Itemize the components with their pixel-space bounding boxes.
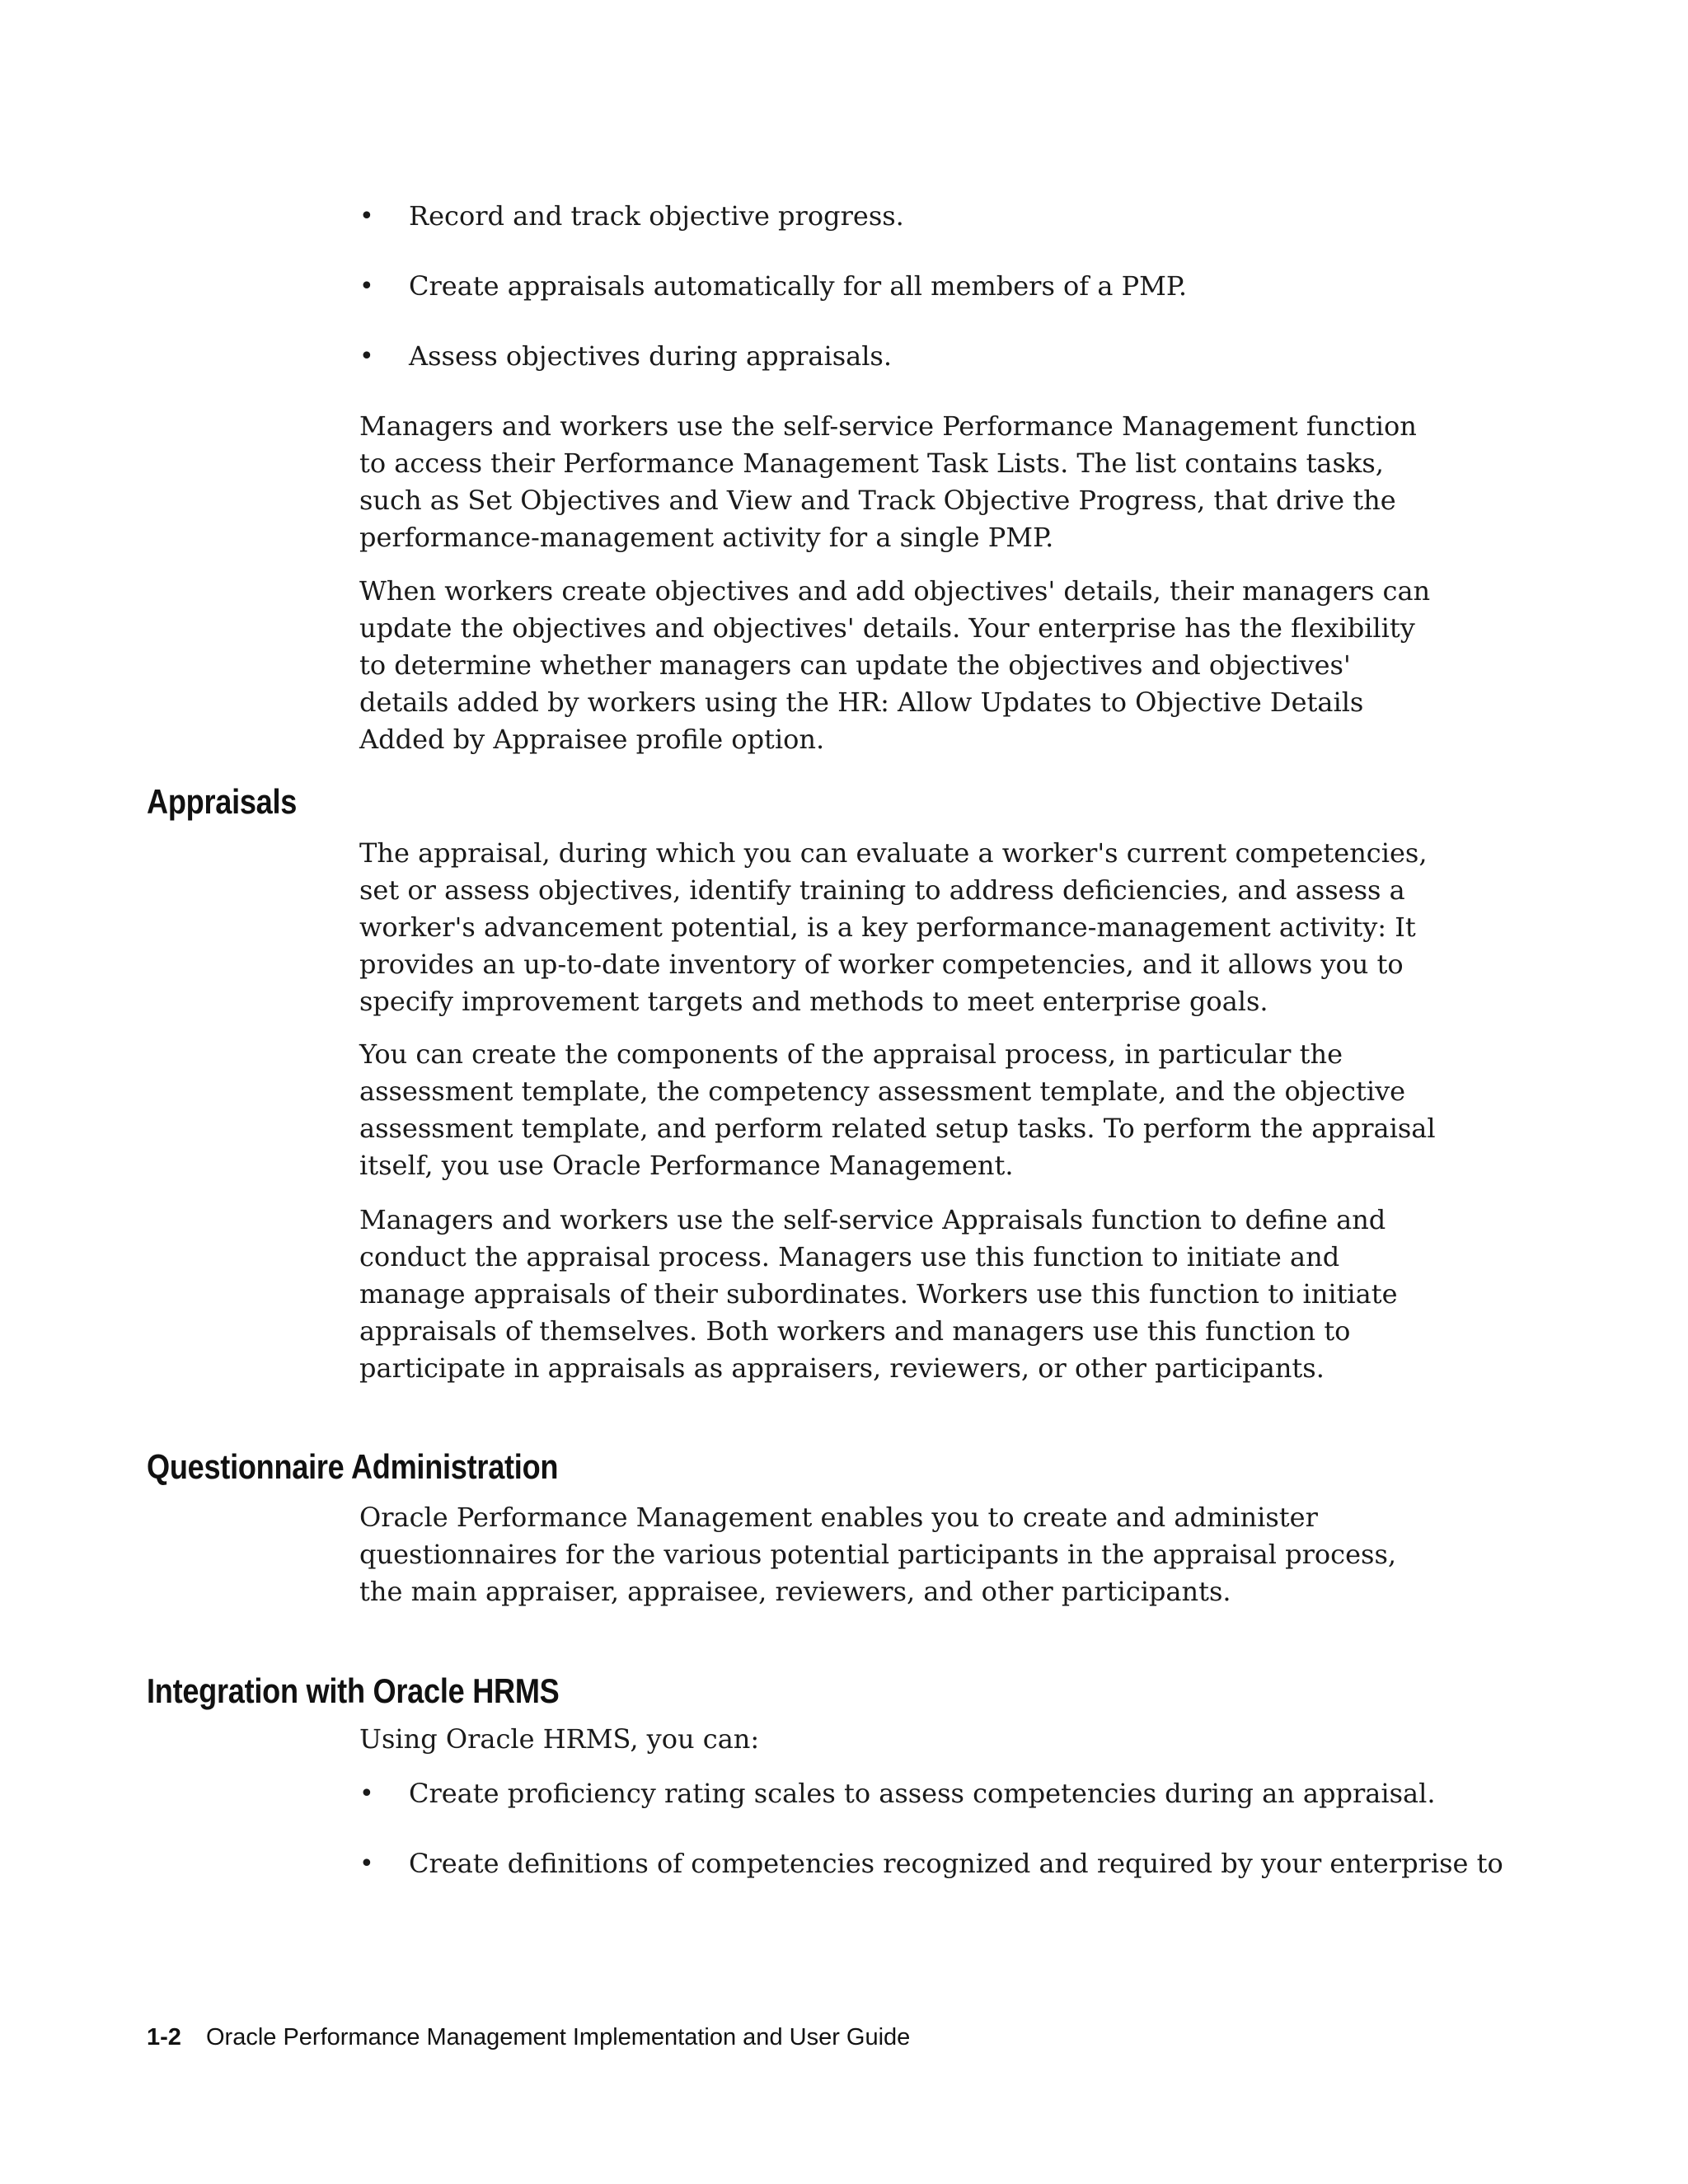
section-heading-questionnaire-administration: Questionnaire Administration — [147, 1447, 559, 1486]
bullet-text: Create definitions of competencies recognized and required by your enterprise to — [409, 1848, 1503, 1879]
section-heading-appraisals: Appraisals — [147, 782, 298, 821]
bullet-glyph: • — [359, 342, 374, 371]
intro-paragraph — [359, 573, 1439, 758]
questionnaire-paragraph — [359, 1499, 1439, 1610]
paragraph: Managers and workers use the self-service Appraisals function to define and conduct the appraisal process. Managers use this function to initiate and manage appraisals of their subordinates. Workers use this function to initiate appraisals of themselves. Both workers and managers use this function to participate in appraisals as appraisers, reviewers, or other participants. — [359, 1204, 1398, 1384]
bullet-text: Record and track objective progress. — [409, 200, 904, 232]
page-number: 1-2 — [147, 2024, 181, 2050]
bullet-glyph: • — [359, 202, 374, 231]
bullet-glyph: • — [359, 1779, 374, 1808]
section-heading-integration-with-oracle-hrms: Integration with Oracle HRMS — [147, 1671, 560, 1710]
paragraph: You can create the components of the appraisal process, in particular the assessment template, the competency assessment template, and the objective assessment template, and perform related setup tasks. To perform the appraisal itself, you use Oracle Performance Management. — [359, 1038, 1436, 1181]
bullet-text: Assess objectives during appraisals. — [409, 340, 893, 372]
bullet-text: Create proficiency rating scales to assess competencies during an appraisal. — [409, 1778, 1436, 1809]
paragraph: When workers create objectives and add objectives' details, their managers can update the objectives and objectives' details. Your enterprise has the flexibility to determine whether managers can update the objectives and objectives' details added by workers using the HR: Allow Updates to Objective Details Added by Appraisee profile option. — [359, 575, 1431, 755]
book-title: Oracle Performance Management Implementation and User Guide — [205, 2024, 911, 2050]
intro-paragraph — [359, 408, 1439, 556]
paragraph: Oracle Performance Management enables you to create and administer questionnaires for the various potential participants in the appraisal process, the main appraiser, appraisee, reviewers, and other participants. — [359, 1502, 1397, 1607]
appraisals-paragraph — [359, 1202, 1439, 1387]
appraisals-paragraph — [359, 1036, 1439, 1184]
paragraph: Using Oracle HRMS, you can: — [359, 1723, 760, 1755]
bullet-text: Create appraisals automatically for all members of a PMP. — [409, 270, 1188, 302]
bullet-glyph: • — [359, 272, 374, 301]
paragraph: Managers and workers use the self-service Performance Management function to access their Performance Management Task Lists. The list contains tasks, such as Set Objectives and View and Track Objective Progress, that drive the performance-management activity for a single PMP. — [359, 410, 1417, 553]
appraisals-paragraph — [359, 835, 1439, 1020]
integration-paragraph — [359, 1721, 1439, 1758]
page-footer — [147, 2022, 910, 2052]
paragraph: The appraisal, during which you can evaluate a worker's current competencies, set or assess objectives, identify training to address deficiencies, and assess a worker's advancement potential, is a key performance-management activity: It provides an up-to-date inventory of worker competencies, and it allows you to specify improvement targets and methods to meet enterprise goals. — [359, 837, 1428, 1017]
bullet-glyph: • — [359, 1849, 374, 1878]
